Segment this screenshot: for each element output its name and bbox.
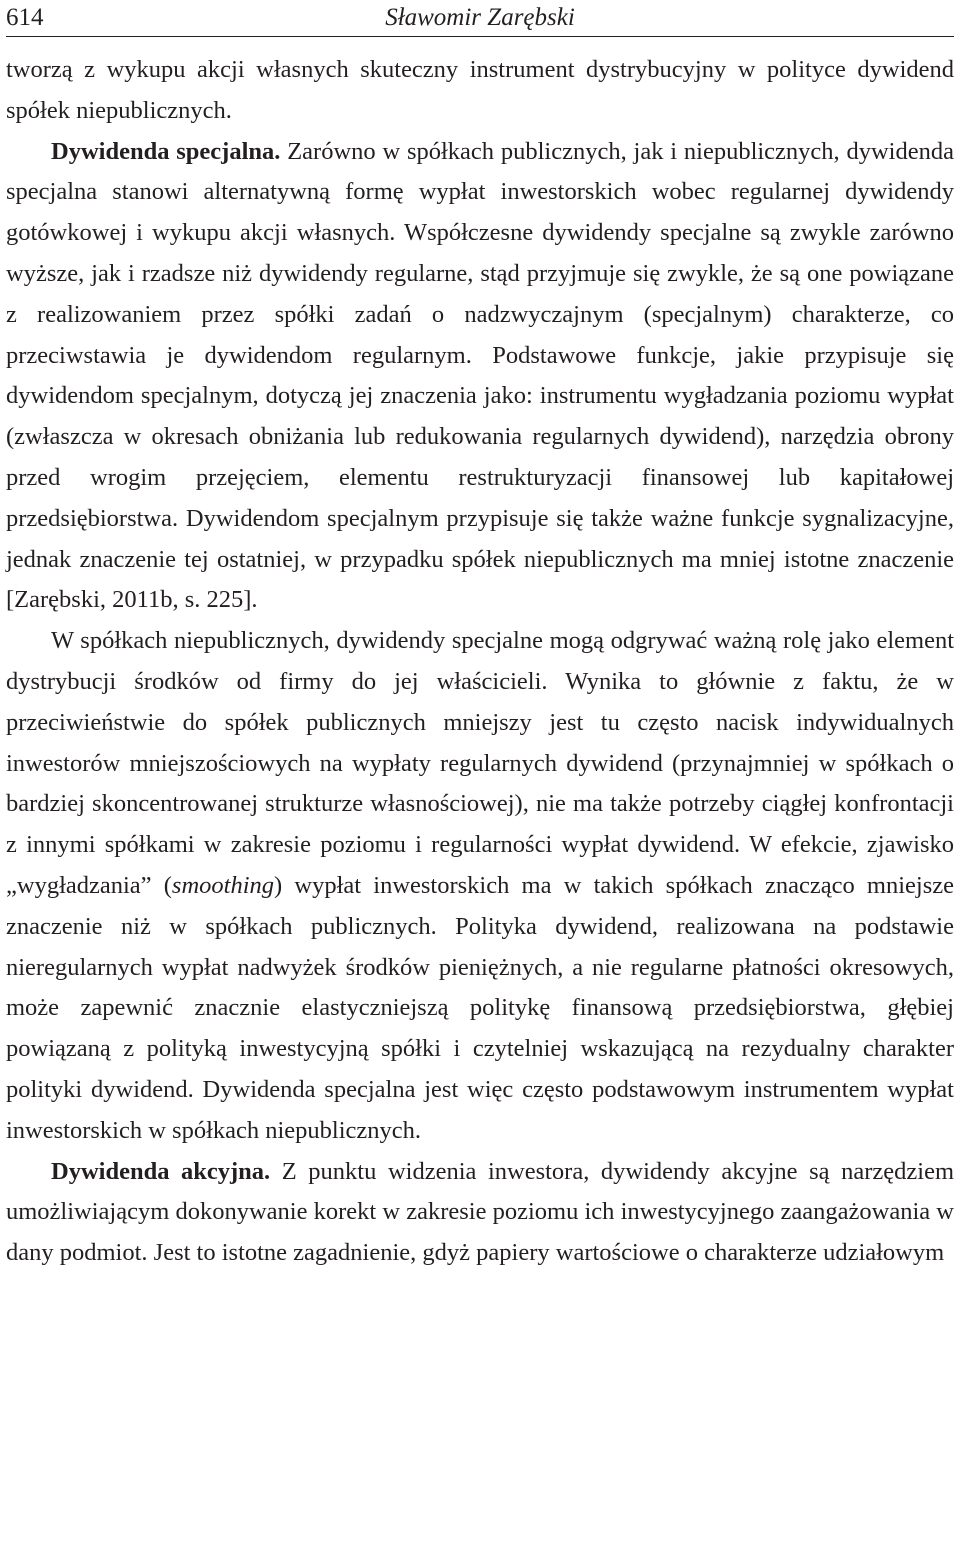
paragraph-4-text: Z punktu widzenia inwestora, dywidendy akcyjne są narzędziem umożliwiającym dokonywanie korekt w zakresie poziomu ich inwestycyjnego zaangażowania w dany podmiot. Jest to istotne zagadnienie, gdyż papiery wartościowe o charakterze udziałowym [6, 1157, 954, 1267]
paragraph-stock-dividend [6, 1152, 954, 1274]
page-number: 614 [6, 4, 44, 31]
paragraph-2-text: Zarówno w spółkach publicznych, jak i niepublicznych, dywidenda specjalna stanowi alternatywną formę wypłat inwestorskich wobec regularnej dywidendy gotówkowej i wykupu akcji własnych. Współczesne dywidendy specjalne są zwykle zarówno wyższe, jak i rzadsze niż dywidendy regularne, stąd przyjmuje się zwykle, że są one powiązane z realizowaniem przez spółki zadań o nadzwyczajnym (specjalnym) charakterze, co przeciwstawia je dywidendom regularnym. Podstawowe funkcje, jakie przypisuje się dywidendom specjalnym, dotyczą jej znaczenia jako: instrumentu wygładzania poziomu wypłat (zwłaszcza w okresach obniżania lub redukowania regularnych dywidend), narzędzia obrony przed wrogim przejęciem, elementu restrukturyzacji finansowej lub kapitałowej przedsiębiorstwa. Dywidendom specjalnym przypisuje się także ważne funkcje sygnalizacyjne, jednak znaczenie tej ostatniej, w przypadku spółek niepublicznych ma mniej istotne znaczenie [Zarębski, 2011b, s. 225]. [6, 137, 954, 614]
page-header [6, 2, 954, 37]
section-lead-stock-dividend: Dywidenda akcyjna. [51, 1157, 271, 1185]
paragraph-1 [6, 50, 954, 132]
paragraph-special-dividend [6, 132, 954, 622]
running-head-author: Sławomir Zarębski [385, 4, 575, 31]
paragraph-3-text-after: ) wypłat inwestorskich ma w takich spółkach znacząco mniejsze znaczenie niż w spółkach publicznych. Polityka dywidend, realizowana na podstawie nieregularnych wypłat nadwyżek środków pieniężnych, a nie regularne płatności okresowych, może zapewnić znacznie elastyczniejszą politykę finansową przedsiębiorstwa, głębiej powiązaną z polityką inwestycyjną spółki i czytelniej wskazującą na rezydualny charakter polityki dywidend. Dywidenda specjalna jest więc często podstawowym instrumentem wypłat inwestorskich w spółkach niepublicznych. [6, 871, 954, 1144]
section-lead-special-dividend: Dywidenda specjalna. [51, 137, 281, 165]
term-smoothing: smoothing [171, 871, 275, 899]
paragraph-1-text: tworzą z wykupu akcji własnych skuteczny instrument dystrybucyjny w polityce dywidend spółek niepublicznych. [6, 56, 954, 124]
paragraph-private-companies [6, 621, 954, 1151]
paragraph-3-text-before: W spółkach niepublicznych, dywidendy specjalne mogą odgrywać ważną rolę jako element dystrybucji środków od firmy do jej właścicieli. Wynika to głównie z faktu, że w przeciwieństwie do spółek publicznych mniejszy jest tu często nacisk indywidualnych inwestorów mniejszościowych na wypłaty regularnych dywidend (przynajmniej w spółkach o bardziej skoncentrowanej strukturze własnościowej), nie ma także potrzeby ciągłej konfrontacji z innymi spółkami w zakresie poziomu i regularności wypłat dywidend. W efekcie, zjawisko „wygładzania” ( [6, 627, 954, 899]
body-text [6, 50, 954, 1274]
